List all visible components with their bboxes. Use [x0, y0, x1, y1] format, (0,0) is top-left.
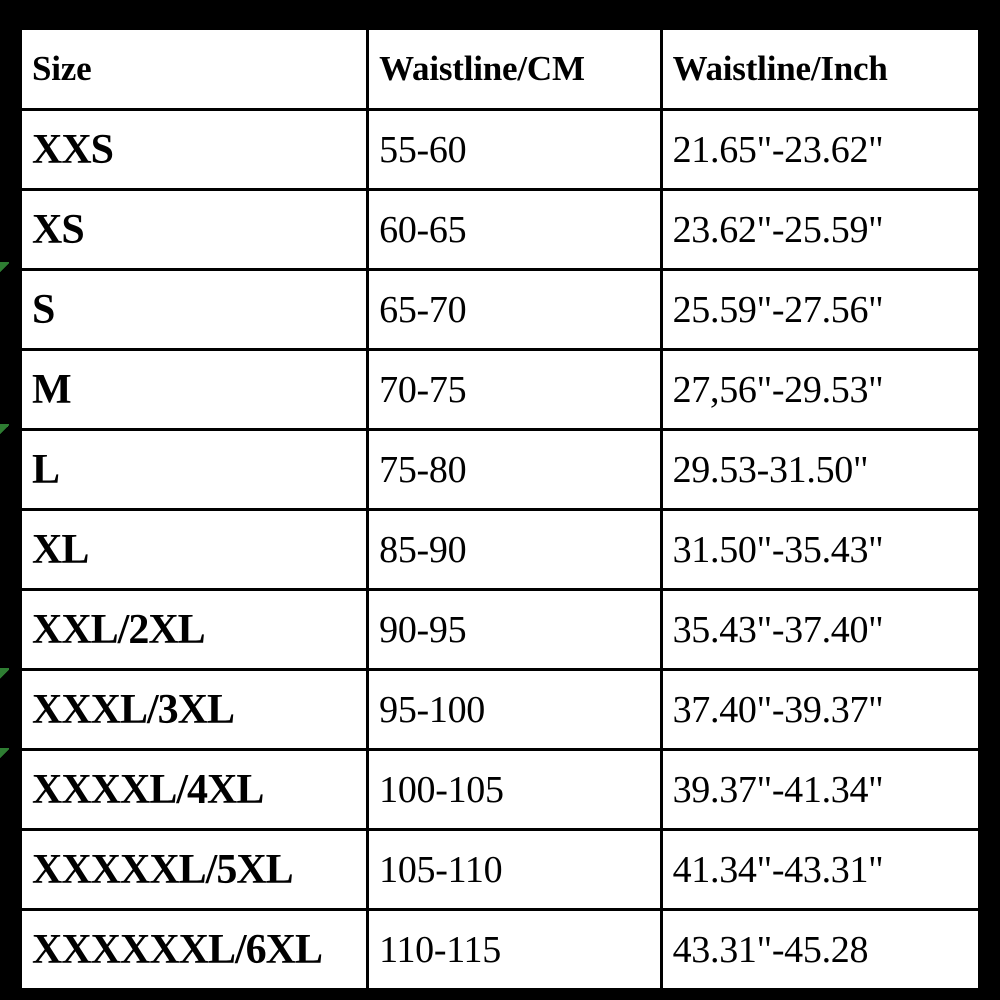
- table-row: [21, 350, 980, 430]
- cell-waistline-cm: 105-110: [368, 830, 661, 910]
- cell-size: M: [21, 350, 368, 430]
- cell-waistline-inch: 41.34"-43.31": [661, 830, 979, 910]
- cell-waistline-inch: 21.65"-23.62": [661, 110, 979, 190]
- cell-waistline-cm: 65-70: [368, 270, 661, 350]
- edge-artifact: [0, 424, 9, 436]
- cell-waistline-inch: 43.31"-45.28: [661, 910, 979, 990]
- cell-waistline-cm: 60-65: [368, 190, 661, 270]
- cell-waistline-inch: 31.50"-35.43": [661, 510, 979, 590]
- cell-size: L: [21, 430, 368, 510]
- cell-size: XXXXXXL/6XL: [21, 910, 368, 990]
- cell-waistline-inch: 37.40"-39.37": [661, 670, 979, 750]
- cell-size: XL: [21, 510, 368, 590]
- table-row: [21, 910, 980, 990]
- table-row: [21, 270, 980, 350]
- table-row: [21, 590, 980, 670]
- cell-waistline-inch: 25.59"-27.56": [661, 270, 979, 350]
- table-row: [21, 670, 980, 750]
- cell-size: XXXXXL/5XL: [21, 830, 368, 910]
- edge-artifact: [0, 748, 9, 760]
- cell-waistline-cm: 100-105: [368, 750, 661, 830]
- cell-waistline-cm: 55-60: [368, 110, 661, 190]
- column-header-size: Size: [21, 29, 368, 110]
- cell-size: S: [21, 270, 368, 350]
- cell-waistline-cm: 75-80: [368, 430, 661, 510]
- cell-size: XXS: [21, 110, 368, 190]
- column-header-waistline-inch: Waistline/Inch: [661, 29, 979, 110]
- table-body: [21, 110, 980, 990]
- cell-waistline-inch: 23.62"-25.59": [661, 190, 979, 270]
- size-chart-table: [19, 27, 981, 990]
- cell-size: XXXXL/4XL: [21, 750, 368, 830]
- cell-waistline-inch: 27,56"-29.53": [661, 350, 979, 430]
- column-header-waistline-cm: Waistline/CM: [368, 29, 661, 110]
- cell-waistline-cm: 90-95: [368, 590, 661, 670]
- table-header-row: [21, 29, 980, 110]
- cell-waistline-inch: 35.43"-37.40": [661, 590, 979, 670]
- cell-size: XXL/2XL: [21, 590, 368, 670]
- table-row: [21, 190, 980, 270]
- cell-size: XXXL/3XL: [21, 670, 368, 750]
- cell-waistline-cm: 70-75: [368, 350, 661, 430]
- cell-waistline-cm: 110-115: [368, 910, 661, 990]
- cell-waistline-inch: 39.37"-41.34": [661, 750, 979, 830]
- edge-artifact: [0, 668, 9, 680]
- table-header: [21, 29, 980, 110]
- cell-waistline-inch: 29.53-31.50": [661, 430, 979, 510]
- edge-artifact: [0, 262, 9, 274]
- cell-waistline-cm: 85-90: [368, 510, 661, 590]
- table-row: [21, 110, 980, 190]
- table-row: [21, 750, 980, 830]
- cell-size: XS: [21, 190, 368, 270]
- table-row: [21, 510, 980, 590]
- cell-waistline-cm: 95-100: [368, 670, 661, 750]
- size-chart-frame: [14, 22, 986, 990]
- table-row: [21, 430, 980, 510]
- table-row: [21, 830, 980, 910]
